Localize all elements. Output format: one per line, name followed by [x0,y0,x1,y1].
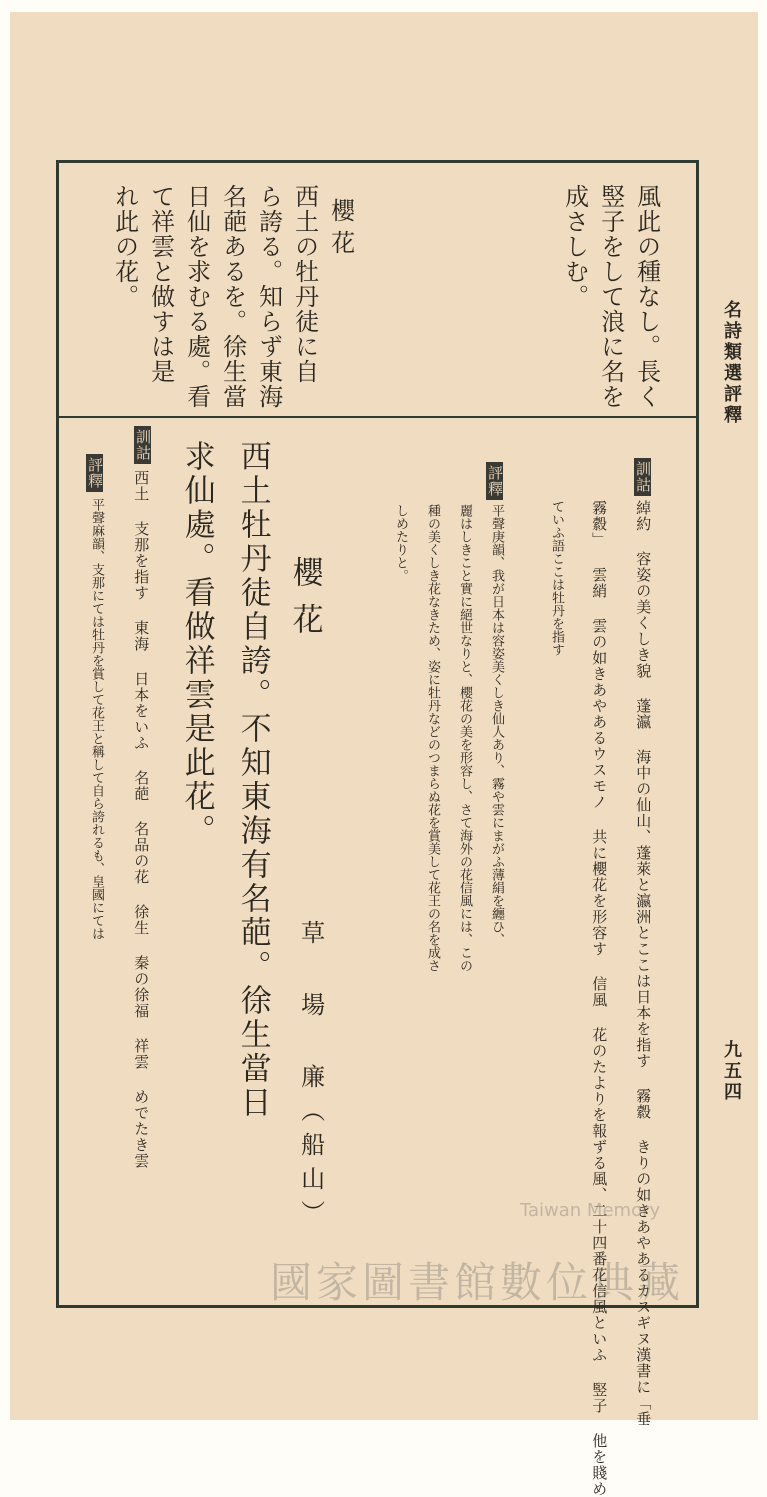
top-left-line: 西土の牡丹徒に自 [290,184,319,384]
comment-line: 平聲庚韻、我が日本は容姿美くしき仙人あり、霧や雲にまがふ薄絹を纏ひ、 [488,504,504,946]
poem-line: 求仙處。看做祥雲是此花。 [178,440,215,848]
notes-line: ていふ語ここは牡丹を指す [548,500,564,656]
kunko-tag: 訓詁 [634,458,651,496]
poem-author: 草 場 廉（船山） [296,920,325,1234]
top-right-line: 竪子をして浪に名を [596,184,625,409]
poem-line: 西土牡丹徒自誇。不知東海有名葩。徐生當日 [234,440,271,1120]
comment-line: 平聲麻韻、支那にては牡丹を賞して花王と稱して自ら誇れるも、皇國にては [88,498,104,940]
top-right-line: 成さしむ。 [560,184,589,309]
book-title: 名詩類選評釋 [721,300,742,426]
top-right-line: 風此の種なし。長く [632,184,661,409]
top-left-line: て祥雲と做すは是 [146,184,175,384]
top-left-line: ら誇る。知らず東海 [254,184,283,409]
comment-line: 麗はしきこと實に絕世なりと、櫻花の美を形容し、さて海外の花信風には、この [456,504,472,972]
notes-line: 霧縠」 雲綃 雲の如きあやあるウスモノ 共に櫻花を形容す 信風 花のたよりを報ずる風、二十四番花信風といふ 竪子 他を賤め [590,500,609,1497]
top-left-line: 日仙を求むる處。看 [182,184,211,409]
top-poem-title: 櫻花 [326,198,355,262]
library-watermark: 國家圖書館數位典藏 [270,1258,685,1307]
library-watermark-sub: Taiwan Memory [520,1200,661,1221]
kunko-tag: 訓詁 [134,426,151,464]
hyoshaku-tag: 評釋 [486,462,503,500]
top-left-line: 名葩あるを。徐生當 [218,184,247,409]
comment-line: 種の美くしき花なきため、姿に牡丹などのつまらぬ花を賞美して花王の名を成さ [424,504,440,972]
top-left-line: れ此の花。 [110,184,139,309]
page-number: 九五四 [721,1040,742,1103]
notes-line: 綽約 容姿の美くしき貌 蓬瀛 海中の仙山、蓬萊と瀛洲とここは日本を指す 霧縠 きりの如きあやあるカスギヌ漢書に「垂 [634,500,653,1427]
section-divider [56,416,699,418]
notes-line: 西土 支那を指す 東海 日本をいふ 名葩 名品の花 徐生 秦の徐福 祥雲 めでたき雲 [132,470,151,1169]
poem-title: 櫻花 [286,556,323,650]
comment-line: しめたりと。 [392,504,408,582]
hyoshaku-tag: 評釋 [86,454,103,492]
